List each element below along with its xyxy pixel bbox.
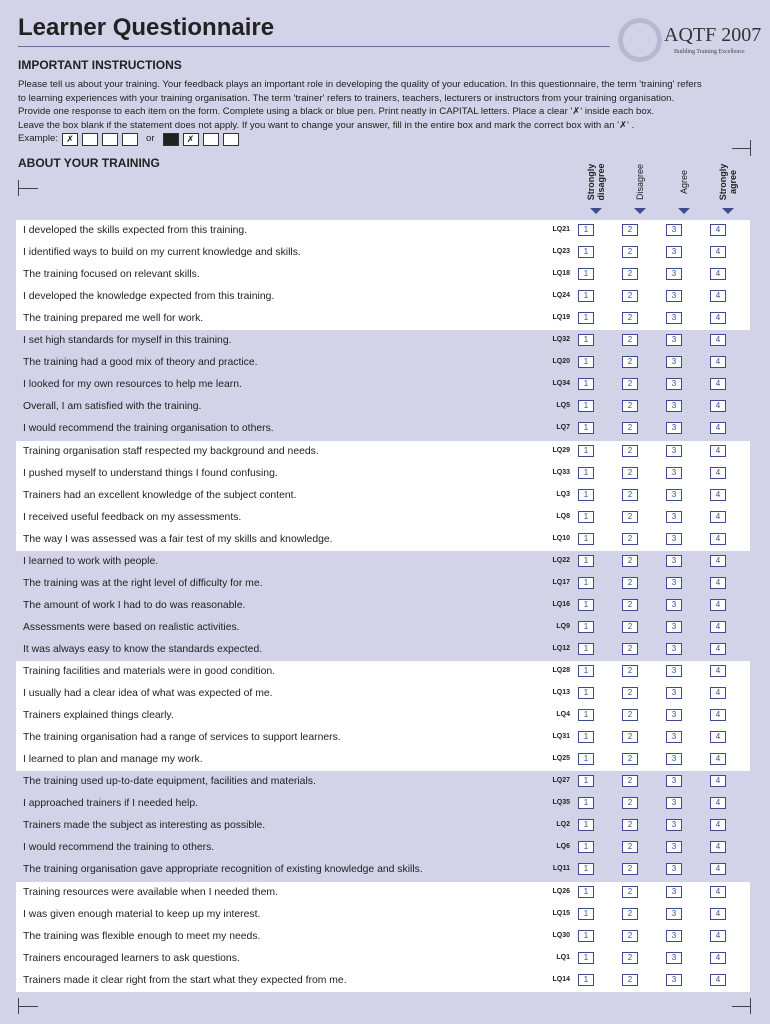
response-checkbox-3[interactable]: 3 xyxy=(666,422,682,434)
question-code: LQ14 xyxy=(552,975,570,983)
arrow-down-icon xyxy=(678,208,690,214)
response-checkbox-3[interactable]: 3 xyxy=(666,775,682,787)
response-checkbox-1[interactable]: 1 xyxy=(578,268,594,280)
section-heading: ABOUT YOUR TRAINING xyxy=(18,156,160,170)
response-checkbox-4[interactable]: 4 xyxy=(710,974,726,986)
response-checkbox-4[interactable]: 4 xyxy=(710,797,726,809)
response-checkbox-1[interactable]: 1 xyxy=(578,886,594,898)
question-code: LQ1 xyxy=(556,953,570,961)
response-checkbox-4[interactable]: 4 xyxy=(710,599,726,611)
response-checkbox-1[interactable]: 1 xyxy=(578,246,594,258)
response-checkbox-3[interactable]: 3 xyxy=(666,974,682,986)
question-text: Training facilities and materials were in good condition. xyxy=(23,666,276,677)
response-checkbox-2[interactable]: 2 xyxy=(622,974,638,986)
response-checkbox-1[interactable]: 1 xyxy=(578,621,594,633)
response-checkbox-3[interactable]: 3 xyxy=(666,841,682,853)
page-title: Learner Questionnaire xyxy=(18,14,275,41)
example-box-marked: ✗ xyxy=(62,133,78,146)
question-text: I usually had a clear idea of what was expected of me. xyxy=(23,688,273,700)
response-checkbox-4[interactable]: 4 xyxy=(710,268,726,280)
question-text: I looked for my own resources to help me learn. xyxy=(23,379,242,391)
question-text: The training had a good mix of theory and practice. xyxy=(23,357,258,369)
question-code: LQ8 xyxy=(556,512,570,520)
response-checkbox-3[interactable]: 3 xyxy=(666,797,682,809)
crop-mark xyxy=(18,188,38,189)
response-checkbox-1[interactable]: 1 xyxy=(578,974,594,986)
question-row xyxy=(16,352,750,374)
question-row xyxy=(16,330,750,352)
question-text: The training organisation had a range of services to support learners. xyxy=(23,732,341,744)
response-checkbox-2[interactable]: 2 xyxy=(622,246,638,258)
question-row xyxy=(16,948,750,970)
example-label: Example: xyxy=(18,133,58,145)
question-code: LQ13 xyxy=(552,689,570,697)
response-checkbox-3[interactable]: 3 xyxy=(666,665,682,677)
instruction-line: Provide one response to each item on the form. Complete using a black or blue pen. Print neatly in CAPITAL letters. Place a clear '✗' inside each box. xyxy=(18,106,655,118)
response-checkbox-3[interactable]: 3 xyxy=(666,533,682,545)
question-row xyxy=(16,242,750,264)
response-checkbox-3[interactable]: 3 xyxy=(666,489,682,501)
response-checkbox-4[interactable]: 4 xyxy=(710,687,726,699)
question-row xyxy=(16,463,750,485)
response-checkbox-2[interactable]: 2 xyxy=(622,797,638,809)
question-code: LQ27 xyxy=(552,777,570,785)
response-checkbox-1[interactable]: 1 xyxy=(578,775,594,787)
question-text: I identified ways to build on my current knowledge and skills. xyxy=(23,247,301,259)
question-code: LQ2 xyxy=(556,821,570,829)
question-text: Trainers encouraged learners to ask questions. xyxy=(23,952,240,964)
response-checkbox-3[interactable]: 3 xyxy=(666,555,682,567)
example-box xyxy=(223,133,239,146)
example-box xyxy=(102,133,118,146)
response-checkbox-4[interactable]: 4 xyxy=(710,224,726,236)
question-row xyxy=(16,418,750,440)
response-checkbox-3[interactable]: 3 xyxy=(666,863,682,875)
response-checkbox-1[interactable]: 1 xyxy=(578,908,594,920)
question-text: The training was flexible enough to meet my needs. xyxy=(23,930,261,942)
response-checkbox-4[interactable]: 4 xyxy=(710,886,726,898)
question-row xyxy=(16,551,750,573)
question-row xyxy=(16,904,750,926)
response-checkbox-3[interactable]: 3 xyxy=(666,599,682,611)
response-checkbox-2[interactable]: 2 xyxy=(622,753,638,765)
question-text: I set high standards for myself in this training. xyxy=(23,335,232,347)
response-checkbox-2[interactable]: 2 xyxy=(622,224,638,236)
response-checkbox-1[interactable]: 1 xyxy=(578,841,594,853)
question-code: LQ10 xyxy=(552,534,570,542)
question-text: The training focused on relevant skills. xyxy=(23,269,200,281)
response-checkbox-2[interactable]: 2 xyxy=(622,819,638,831)
response-checkbox-3[interactable]: 3 xyxy=(666,643,682,655)
question-row xyxy=(16,595,750,617)
response-checkbox-1[interactable]: 1 xyxy=(578,533,594,545)
question-text: I was given enough material to keep up my interest. xyxy=(23,908,261,920)
response-checkbox-1[interactable]: 1 xyxy=(578,599,594,611)
example-box-marked: ✗ xyxy=(183,133,199,146)
response-checkbox-2[interactable]: 2 xyxy=(622,378,638,390)
response-checkbox-4[interactable]: 4 xyxy=(710,643,726,655)
response-checkbox-2[interactable]: 2 xyxy=(622,511,638,523)
question-code: LQ4 xyxy=(556,711,570,719)
question-code: LQ23 xyxy=(552,248,570,256)
instructions-text xyxy=(18,78,758,146)
response-checkbox-4[interactable]: 4 xyxy=(710,246,726,258)
response-checkbox-2[interactable]: 2 xyxy=(622,445,638,457)
response-checkbox-2[interactable]: 2 xyxy=(622,908,638,920)
response-checkbox-1[interactable]: 1 xyxy=(578,863,594,875)
response-checkbox-4[interactable]: 4 xyxy=(710,533,726,545)
question-text: The way I was assessed was a fair test of my skills and knowledge. xyxy=(23,533,333,545)
response-checkbox-4[interactable]: 4 xyxy=(710,290,726,302)
response-checkbox-3[interactable]: 3 xyxy=(666,312,682,324)
response-checkbox-3[interactable]: 3 xyxy=(666,908,682,920)
response-checkbox-1[interactable]: 1 xyxy=(578,952,594,964)
response-checkbox-2[interactable]: 2 xyxy=(622,863,638,875)
question-row xyxy=(16,837,750,859)
response-checkbox-2[interactable]: 2 xyxy=(622,775,638,787)
arrow-down-icon xyxy=(590,208,602,214)
question-row xyxy=(16,793,750,815)
question-code: LQ5 xyxy=(556,402,570,410)
question-row xyxy=(16,617,750,639)
response-checkbox-3[interactable]: 3 xyxy=(666,886,682,898)
response-checkbox-2[interactable]: 2 xyxy=(622,599,638,611)
response-checkbox-4[interactable]: 4 xyxy=(710,467,726,479)
response-checkbox-4[interactable]: 4 xyxy=(710,312,726,324)
question-text: Training organisation staff respected my background and needs. xyxy=(23,445,319,457)
response-checkbox-1[interactable]: 1 xyxy=(578,797,594,809)
question-code: LQ3 xyxy=(556,490,570,498)
question-code: LQ24 xyxy=(552,292,570,300)
response-checkbox-3[interactable]: 3 xyxy=(666,246,682,258)
question-row xyxy=(16,815,750,837)
response-checkbox-3[interactable]: 3 xyxy=(666,577,682,589)
response-checkbox-2[interactable]: 2 xyxy=(622,643,638,655)
response-checkbox-4[interactable]: 4 xyxy=(710,422,726,434)
response-checkbox-1[interactable]: 1 xyxy=(578,665,594,677)
column-header-agree: Agree xyxy=(679,169,689,195)
question-text: The training organisation gave appropriate recognition of existing knowledge and skills. xyxy=(23,864,423,876)
column-header-strongly-disagree: Strongly disagree xyxy=(586,163,606,201)
question-row xyxy=(16,374,750,396)
question-code: LQ29 xyxy=(552,446,570,454)
response-checkbox-2[interactable]: 2 xyxy=(622,489,638,501)
response-checkbox-1[interactable]: 1 xyxy=(578,709,594,721)
response-checkbox-2[interactable]: 2 xyxy=(622,621,638,633)
question-row xyxy=(16,661,750,683)
question-code: LQ17 xyxy=(552,578,570,586)
question-text: The training was at the right level of difficulty for me. xyxy=(23,577,263,589)
response-checkbox-3[interactable]: 3 xyxy=(666,356,682,368)
question-code: LQ34 xyxy=(552,380,570,388)
question-row xyxy=(16,220,750,242)
response-checkbox-2[interactable]: 2 xyxy=(622,555,638,567)
response-checkbox-4[interactable]: 4 xyxy=(710,356,726,368)
arrow-down-icon xyxy=(722,208,734,214)
response-checkbox-2[interactable]: 2 xyxy=(622,422,638,434)
response-checkbox-3[interactable]: 3 xyxy=(666,687,682,699)
question-text: Trainers made the subject as interesting as possible. xyxy=(23,820,266,832)
response-checkbox-3[interactable]: 3 xyxy=(666,753,682,765)
response-checkbox-4[interactable]: 4 xyxy=(710,665,726,677)
question-row xyxy=(16,264,750,286)
question-row xyxy=(16,683,750,705)
response-checkbox-1[interactable]: 1 xyxy=(578,930,594,942)
response-checkbox-1[interactable]: 1 xyxy=(578,731,594,743)
question-code: LQ20 xyxy=(552,358,570,366)
question-code: LQ15 xyxy=(552,909,570,917)
question-text: It was always easy to know the standards expected. xyxy=(23,643,263,655)
crop-mark xyxy=(732,148,750,149)
question-row xyxy=(16,396,750,418)
example-box xyxy=(82,133,98,146)
crop-mark xyxy=(732,1006,750,1007)
question-row xyxy=(16,485,750,507)
response-checkbox-4[interactable]: 4 xyxy=(710,908,726,920)
response-checkbox-4[interactable]: 4 xyxy=(710,577,726,589)
question-code: LQ11 xyxy=(552,865,570,873)
response-checkbox-2[interactable]: 2 xyxy=(622,268,638,280)
title-rule xyxy=(18,46,610,47)
response-checkbox-1[interactable]: 1 xyxy=(578,753,594,765)
instruction-line: Leave the box blank if the statement does not apply. If you want to change your answer, fill in the entire box and mark the correct box with an '✗' . xyxy=(18,119,635,131)
question-text: I would recommend the training to others. xyxy=(23,842,215,854)
response-checkbox-4[interactable]: 4 xyxy=(710,863,726,875)
question-code: LQ32 xyxy=(552,336,570,344)
question-row xyxy=(16,441,750,463)
question-code: LQ19 xyxy=(552,314,570,322)
instruction-line: Please tell us about your training. Your feedback plays an important role in developing the quality of your education. In this questionnaire, the term 'training' refers xyxy=(18,79,702,90)
response-checkbox-1[interactable]: 1 xyxy=(578,356,594,368)
response-checkbox-1[interactable]: 1 xyxy=(578,224,594,236)
question-code: LQ31 xyxy=(552,733,570,741)
response-checkbox-4[interactable]: 4 xyxy=(710,334,726,346)
question-code: LQ33 xyxy=(552,468,570,476)
question-code: LQ18 xyxy=(552,270,570,278)
question-text: I learned to plan and manage my work. xyxy=(23,754,203,766)
response-checkbox-4[interactable]: 4 xyxy=(710,621,726,633)
question-text: I would recommend the training organisation to others. xyxy=(23,423,274,435)
crop-mark xyxy=(750,140,751,156)
question-row xyxy=(16,573,750,595)
question-row xyxy=(16,705,750,727)
response-checkbox-2[interactable]: 2 xyxy=(622,312,638,324)
question-text: I developed the skills expected from this training. xyxy=(23,225,248,236)
question-row xyxy=(16,639,750,661)
response-checkbox-4[interactable]: 4 xyxy=(710,841,726,853)
response-checkbox-1[interactable]: 1 xyxy=(578,445,594,457)
example-or: or xyxy=(146,133,155,145)
question-row xyxy=(16,882,750,904)
response-checkbox-3[interactable]: 3 xyxy=(666,952,682,964)
column-header-disagree: Disagree xyxy=(635,163,645,201)
response-checkbox-4[interactable]: 4 xyxy=(710,930,726,942)
crop-mark xyxy=(18,1006,38,1007)
question-text: Trainers made it clear right from the start what they expected from me. xyxy=(23,974,347,986)
response-checkbox-2[interactable]: 2 xyxy=(622,930,638,942)
question-code: LQ25 xyxy=(552,755,570,763)
question-code: LQ6 xyxy=(556,843,570,851)
question-code: LQ28 xyxy=(552,667,570,674)
response-checkbox-2[interactable]: 2 xyxy=(622,687,638,699)
response-checkbox-1[interactable]: 1 xyxy=(578,334,594,346)
logo-ring-icon xyxy=(618,18,662,62)
response-checkbox-3[interactable]: 3 xyxy=(666,511,682,523)
response-checkbox-2[interactable]: 2 xyxy=(622,665,638,677)
question-text: Trainers had an excellent knowledge of the subject content. xyxy=(23,489,297,501)
response-checkbox-3[interactable]: 3 xyxy=(666,268,682,280)
question-row xyxy=(16,286,750,308)
question-row xyxy=(16,926,750,948)
question-text: I pushed myself to understand things I found confusing. xyxy=(23,467,278,479)
response-checkbox-1[interactable]: 1 xyxy=(578,312,594,324)
response-checkbox-3[interactable]: 3 xyxy=(666,467,682,479)
question-code: LQ22 xyxy=(552,556,570,564)
response-checkbox-1[interactable]: 1 xyxy=(578,511,594,523)
question-text: I approached trainers if I needed help. xyxy=(23,798,199,810)
logo-tagline: Building Training Excellence xyxy=(674,49,745,55)
response-checkbox-2[interactable]: 2 xyxy=(622,290,638,302)
question-code: LQ12 xyxy=(552,644,570,652)
response-checkbox-1[interactable]: 1 xyxy=(578,643,594,655)
question-row xyxy=(16,970,750,992)
question-row xyxy=(16,727,750,749)
response-checkbox-3[interactable]: 3 xyxy=(666,621,682,633)
response-checkbox-4[interactable]: 4 xyxy=(710,489,726,501)
crop-mark xyxy=(750,998,751,1014)
response-checkbox-4[interactable]: 4 xyxy=(710,511,726,523)
response-checkbox-3[interactable]: 3 xyxy=(666,224,682,236)
response-checkbox-4[interactable]: 4 xyxy=(710,753,726,765)
response-checkbox-4[interactable]: 4 xyxy=(710,952,726,964)
question-text: The training used up-to-date equipment, facilities and materials. xyxy=(23,776,316,788)
response-checkbox-1[interactable]: 1 xyxy=(578,687,594,699)
response-checkbox-3[interactable]: 3 xyxy=(666,378,682,390)
response-checkbox-3[interactable]: 3 xyxy=(666,930,682,942)
question-row xyxy=(16,529,750,551)
response-checkbox-1[interactable]: 1 xyxy=(578,819,594,831)
instructions-heading: IMPORTANT INSTRUCTIONS xyxy=(18,58,182,72)
question-row xyxy=(16,859,750,881)
response-checkbox-4[interactable]: 4 xyxy=(710,555,726,567)
response-checkbox-3[interactable]: 3 xyxy=(666,290,682,302)
arrow-down-icon xyxy=(634,208,646,214)
question-code: LQ35 xyxy=(552,799,570,807)
question-text: Training resources were available when I needed them. xyxy=(23,886,278,898)
question-row xyxy=(16,308,750,330)
question-text: Trainers explained things clearly. xyxy=(23,710,174,722)
response-checkbox-2[interactable]: 2 xyxy=(622,731,638,743)
example-row xyxy=(18,132,758,146)
logo-text: AQTF 2007 xyxy=(664,24,762,46)
question-code: LQ26 xyxy=(552,887,570,895)
response-checkbox-1[interactable]: 1 xyxy=(578,290,594,302)
question-text: Overall, I am satisfied with the training. xyxy=(23,401,202,413)
response-checkbox-2[interactable]: 2 xyxy=(622,533,638,545)
response-checkbox-2[interactable]: 2 xyxy=(622,400,638,412)
response-checkbox-3[interactable]: 3 xyxy=(666,445,682,457)
response-checkbox-1[interactable]: 1 xyxy=(578,422,594,434)
response-checkbox-1[interactable]: 1 xyxy=(578,489,594,501)
response-checkbox-2[interactable]: 2 xyxy=(622,334,638,346)
response-checkbox-3[interactable]: 3 xyxy=(666,731,682,743)
question-row xyxy=(16,749,750,771)
question-code: LQ30 xyxy=(552,931,570,939)
response-checkbox-4[interactable]: 4 xyxy=(710,731,726,743)
column-header-strongly-agree: Strongly agree xyxy=(718,163,738,201)
response-checkbox-3[interactable]: 3 xyxy=(666,709,682,721)
question-text: I developed the knowledge expected from this training. xyxy=(23,291,275,303)
response-checkbox-1[interactable]: 1 xyxy=(578,555,594,567)
question-code: LQ9 xyxy=(556,622,570,630)
response-checkbox-2[interactable]: 2 xyxy=(622,467,638,479)
aqtf-logo xyxy=(616,18,766,62)
response-checkbox-4[interactable]: 4 xyxy=(710,775,726,787)
question-code: LQ7 xyxy=(556,424,570,432)
question-code: LQ16 xyxy=(552,600,570,608)
example-box xyxy=(203,133,219,146)
response-checkbox-2[interactable]: 2 xyxy=(622,952,638,964)
instruction-line: to learning experiences with your training organisation. The term 'trainer' refers to trainers, teachers, lecturers or instructors from your training organisation. xyxy=(18,92,675,104)
response-checkbox-1[interactable]: 1 xyxy=(578,400,594,412)
response-checkbox-3[interactable]: 3 xyxy=(666,819,682,831)
question-text: I received useful feedback on my assessments. xyxy=(23,511,242,523)
response-checkbox-1[interactable]: 1 xyxy=(578,378,594,390)
question-code: LQ21 xyxy=(552,226,570,233)
question-row xyxy=(16,507,750,529)
response-checkbox-3[interactable]: 3 xyxy=(666,400,682,412)
example-box-filled xyxy=(163,133,179,146)
response-checkbox-4[interactable]: 4 xyxy=(710,709,726,721)
response-checkbox-4[interactable]: 4 xyxy=(710,400,726,412)
response-checkbox-2[interactable]: 2 xyxy=(622,577,638,589)
question-text: The training prepared me well for work. xyxy=(23,313,204,325)
question-text: The amount of work I had to do was reasonable. xyxy=(23,599,246,611)
response-checkbox-4[interactable]: 4 xyxy=(710,819,726,831)
response-checkbox-1[interactable]: 1 xyxy=(578,577,594,589)
question-text: Assessments were based on realistic activities. xyxy=(23,621,240,633)
response-checkbox-2[interactable]: 2 xyxy=(622,709,638,721)
response-checkbox-2[interactable]: 2 xyxy=(622,886,638,898)
response-checkbox-1[interactable]: 1 xyxy=(578,467,594,479)
question-text: I learned to work with people. xyxy=(23,555,159,567)
response-checkbox-3[interactable]: 3 xyxy=(666,334,682,346)
example-box xyxy=(122,133,138,146)
response-checkbox-4[interactable]: 4 xyxy=(710,378,726,390)
response-checkbox-2[interactable]: 2 xyxy=(622,356,638,368)
question-row xyxy=(16,771,750,793)
response-checkbox-2[interactable]: 2 xyxy=(622,841,638,853)
response-checkbox-4[interactable]: 4 xyxy=(710,445,726,457)
